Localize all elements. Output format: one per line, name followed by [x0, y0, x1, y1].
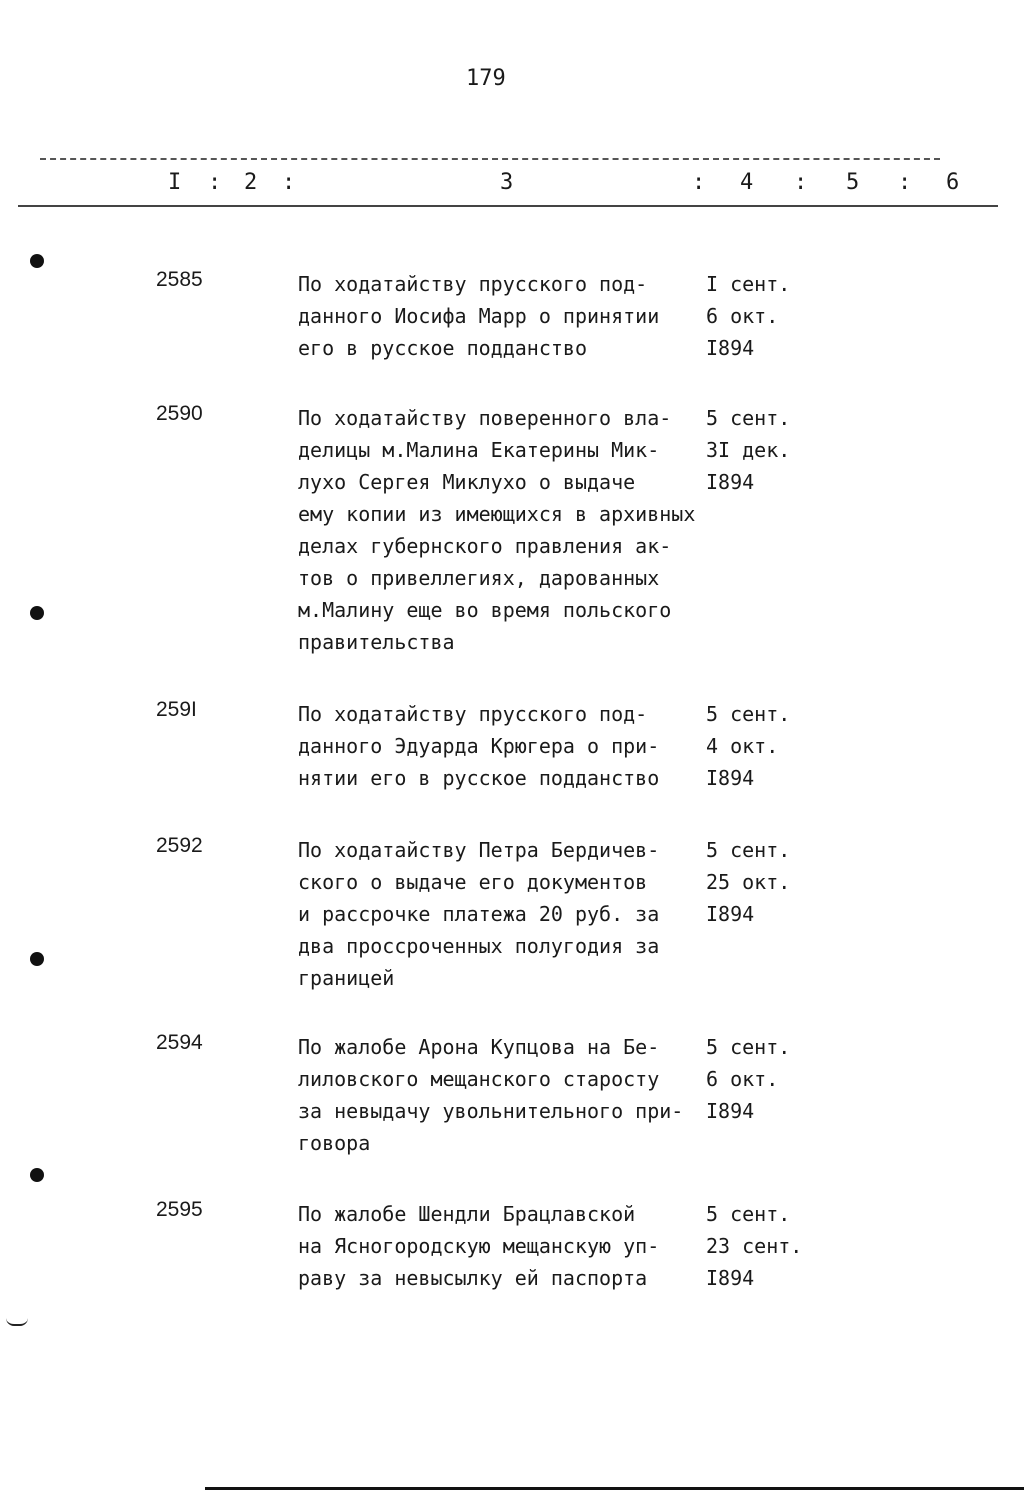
column-separator: :	[898, 170, 912, 195]
start-date: 5 сент.	[706, 838, 791, 862]
entry-year: I894	[706, 1099, 755, 1123]
description-line: ему копии из имеющихся в архивных	[298, 502, 696, 526]
entry-year: I894	[706, 470, 755, 494]
end-date: 3I дек.	[706, 438, 791, 462]
start-date: 5 сент.	[706, 1035, 791, 1059]
hole-punch	[30, 254, 44, 268]
hole-punch	[30, 1168, 44, 1182]
start-date: 5 сент.	[706, 406, 791, 430]
entry-description	[298, 1031, 708, 1159]
end-date: 6 окт.	[706, 304, 779, 328]
end-date: 6 окт.	[706, 1067, 779, 1091]
end-date: 4 окт.	[706, 734, 779, 758]
start-date: 5 сент.	[706, 1202, 791, 1226]
description-line: По ходатайству Петра Бердичев-	[298, 838, 660, 862]
end-date: 23 сент.	[706, 1234, 803, 1258]
description-line: тов о привеллегиях, дарованных	[298, 566, 660, 590]
entry-number: 2585	[156, 268, 203, 291]
entry-dates	[706, 268, 816, 364]
header-rule-top	[40, 158, 940, 160]
description-line: По жалобе Шендли Брацлавской	[298, 1202, 636, 1226]
entry-description	[298, 1198, 708, 1294]
description-line: делах губернского правления ак-	[298, 534, 672, 558]
footer-rule	[205, 1487, 1024, 1490]
description-line: два проссроченных полугодия за	[298, 934, 660, 958]
entry-number: 259I	[156, 698, 197, 721]
description-line: По жалобе Арона Купцова на Бе-	[298, 1035, 660, 1059]
description-line: на Ясногородскую мещанскую уп-	[298, 1234, 660, 1258]
description-line: его в русское подданство	[298, 336, 587, 360]
entry-number: 2594	[156, 1031, 203, 1054]
hole-punch	[30, 952, 44, 966]
entry-number: 2592	[156, 834, 203, 857]
description-line: делицы м.Малина Екатерины Мик-	[298, 438, 660, 462]
entry-description	[298, 268, 708, 364]
column-header-5: 5	[846, 170, 860, 195]
column-separator: :	[208, 170, 222, 195]
description-line: правительства	[298, 630, 455, 654]
start-date: I сент.	[706, 272, 791, 296]
column-separator: :	[692, 170, 706, 195]
start-date: 5 сент.	[706, 702, 791, 726]
margin-mark	[6, 1318, 28, 1326]
entry-description	[298, 834, 708, 994]
description-line: нятии его в русское подданство	[298, 766, 660, 790]
description-line: м.Малину еще во время польского	[298, 598, 672, 622]
description-line: раву за невысылку ей паспорта	[298, 1266, 648, 1290]
entry-description	[298, 698, 708, 794]
column-header-2: 2	[244, 170, 258, 195]
description-line: По ходатайству прусского под-	[298, 702, 648, 726]
entry-description	[298, 402, 708, 658]
entry-dates	[706, 698, 816, 794]
description-line: данного Иосифа Марр о принятии	[298, 304, 660, 328]
description-line: говора	[298, 1131, 371, 1155]
description-line: и рассрочке платежа 20 руб. за	[298, 902, 660, 926]
entry-year: I894	[706, 902, 755, 926]
description-line: По ходатайству поверенного вла-	[298, 406, 672, 430]
column-header-1: I	[168, 170, 182, 195]
entry-year: I894	[706, 766, 755, 790]
column-separator: :	[794, 170, 808, 195]
entry-dates	[706, 834, 816, 930]
description-line: ского о выдаче его документов	[298, 870, 648, 894]
entry-year: I894	[706, 1266, 755, 1290]
column-header-3: 3	[500, 170, 514, 195]
end-date: 25 окт.	[706, 870, 791, 894]
description-line: границей	[298, 966, 395, 990]
column-headers	[0, 170, 1024, 200]
entry-dates	[706, 402, 816, 498]
description-line: лухо Сергея Миклухо о выдаче	[298, 470, 636, 494]
column-header-6: 6	[946, 170, 960, 195]
page-number: 179	[466, 66, 506, 91]
entry-dates	[706, 1031, 816, 1127]
hole-punch	[30, 606, 44, 620]
column-separator: :	[282, 170, 296, 195]
description-line: данного Эдуарда Крюгера о при-	[298, 734, 660, 758]
entry-number: 2595	[156, 1198, 203, 1221]
header-rule-bottom	[18, 205, 998, 207]
entry-year: I894	[706, 336, 755, 360]
description-line: лиловского мещанского старосту	[298, 1067, 660, 1091]
entry-dates	[706, 1198, 816, 1294]
entry-number: 2590	[156, 402, 203, 425]
description-line: По ходатайству прусского под-	[298, 272, 648, 296]
column-header-4: 4	[740, 170, 754, 195]
description-line: за невыдачу увольнительного при-	[298, 1099, 684, 1123]
